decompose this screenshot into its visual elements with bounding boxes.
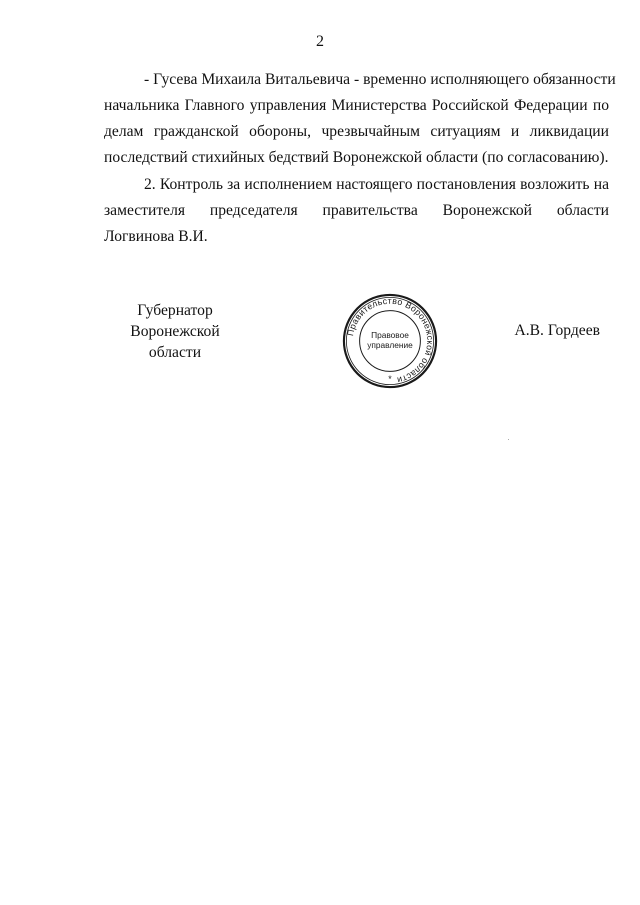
- paragraph-line: - Гусева Михаила Витальевича - временно исполняющего обязанности: [144, 71, 616, 88]
- signer-title-line: Воронежской области: [130, 323, 220, 361]
- seal-center-line: Правовое: [371, 330, 409, 341]
- seal-ring-text: Правительство Воронежской области: [345, 295, 436, 386]
- paragraph-control: [104, 172, 609, 250]
- seal-star: *: [388, 374, 392, 385]
- paragraph-line: 2. Контроль за исполнением настоящего постановления возложить на: [144, 176, 609, 193]
- paragraph-line: Логвинова В.И.: [104, 228, 208, 245]
- seal-center-line: управление: [367, 339, 413, 350]
- paragraph-line: последствий стихийных бедствий Воронежской области (по согласованию).: [104, 149, 609, 166]
- paragraph-line: делам гражданской обороны, чрезвычайным ситуациям и ликвидации: [104, 123, 609, 140]
- seal-stamp-icon: [341, 292, 439, 390]
- scan-speck: [508, 439, 509, 440]
- signer-title: [104, 300, 246, 363]
- signer-name: А.В. Гордеев: [514, 322, 600, 339]
- paragraph-gusev: [104, 67, 616, 171]
- paragraph-line: начальника Главного управления Министерства Российской Федерации по: [104, 97, 609, 114]
- page-number: 2: [316, 33, 324, 50]
- paragraph-line: заместителя председателя правительства Воронежской области: [104, 202, 609, 219]
- signer-title-line: Губернатор: [137, 302, 213, 319]
